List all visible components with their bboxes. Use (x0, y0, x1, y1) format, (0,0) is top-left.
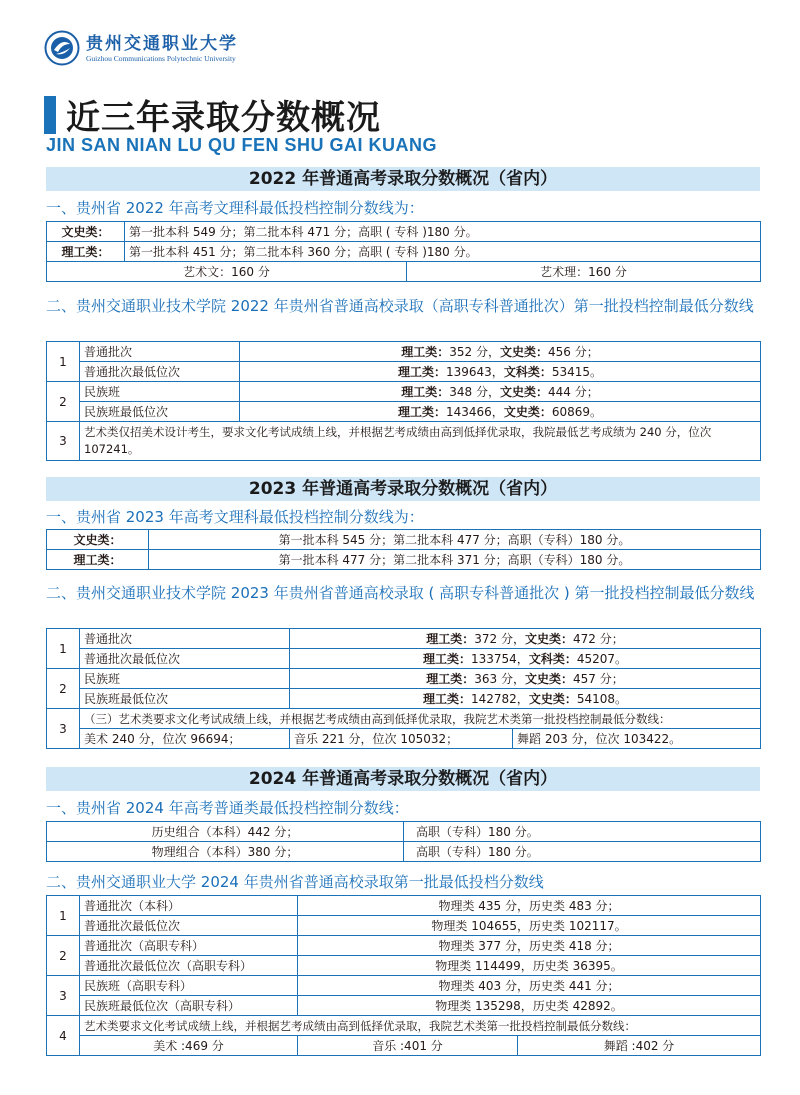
row-number: 1 (47, 896, 80, 936)
row-value: 理工类：363 分，文史类：457 分； (290, 669, 761, 689)
table-row (47, 1036, 761, 1056)
logo-english-name: Guizhou Communications Polytechnic University (86, 53, 236, 63)
row-item: 普通批次 (80, 629, 290, 649)
art-score-wudao: 舞蹈 203 分，位次 103422。 (513, 729, 761, 749)
row-item: 普通批次最低位次 (80, 649, 290, 669)
table-row (47, 689, 761, 709)
section-2024-heading-1: 一、贵州省 2024 年高考普通类最低投档控制分数线： (46, 799, 409, 817)
section-2023-heading-1: 一、贵州省 2023 年高考文理科最低投档控制分数线为： (46, 508, 424, 526)
row-value: 理工类：142782，文史类：54108。 (290, 689, 761, 709)
table-row (47, 976, 761, 996)
table-2024-college-lines (46, 895, 761, 1056)
art-wen-score: 艺术文：160 分 (47, 262, 407, 282)
row-item: 普通批次（本科） (80, 896, 298, 916)
section-2023-heading-2: 二、贵州交通职业技术学院 2023 年贵州省普通高校录取 ( 高职专科普通批次 ) 第一批投档控制最低分数线 (46, 584, 755, 602)
row-value: 理工类：133754，文科类：45207。 (290, 649, 761, 669)
art-score-meishu: 美术 :469 分 (80, 1036, 298, 1056)
table-2023-province-lines (46, 529, 761, 570)
section-2024-heading-2: 二、贵州交通职业大学 2024 年贵州省普通高校录取第一批最低投档分数线 (46, 873, 544, 891)
table-row (47, 709, 761, 729)
row-value: 物理类 435 分，历史类 483 分； (298, 896, 761, 916)
row-number: 2 (47, 382, 80, 422)
table-row (47, 842, 761, 862)
table-row (47, 362, 761, 382)
table-2022-province-lines (46, 221, 761, 282)
row-number: 1 (47, 629, 80, 669)
table-row (47, 402, 761, 422)
table-row (47, 996, 761, 1016)
row-value: 物理类 135298，历史类 42892。 (298, 996, 761, 1016)
table-row (47, 916, 761, 936)
table-2022-college-lines (46, 341, 761, 461)
row-number: 4 (47, 1016, 80, 1056)
row-label: 文史类： (47, 222, 125, 242)
row-label: 理工类： (47, 242, 125, 262)
table-row (47, 629, 761, 649)
university-emblem-icon (44, 30, 80, 66)
table-row (47, 936, 761, 956)
page-subtitle: JIN SAN NIAN LU QU FEN SHU GAI KUANG (46, 135, 438, 155)
row-value: 物理类 377 分，历史类 418 分； (298, 936, 761, 956)
history-combo-score: 历史组合（本科）442 分； (47, 822, 404, 842)
table-row (47, 422, 761, 461)
table-row (47, 822, 761, 842)
table-2023-college-lines (46, 628, 761, 749)
art-score-meishu: 美术 240 分，位次 96694； (80, 729, 290, 749)
row-item: 民族班最低位次 (80, 689, 290, 709)
title-accent-bar (44, 96, 56, 134)
table-row (47, 896, 761, 916)
physics-combo-score: 物理组合（本科）380 分； (47, 842, 404, 862)
row-value: 理工类：348 分，文史类：444 分； (240, 382, 761, 402)
table-row (47, 649, 761, 669)
section-2024-band: 2024 年普通高考录取分数概况（省内） (46, 767, 760, 791)
row-value: 第一批本科 545 分；第二批本科 477 分；高职（专科）180 分。 (149, 530, 761, 550)
art-note: （三）艺术类要求文化考试成绩上线，并根据艺考成绩由高到低择优录取，我院艺术类第一批投档控制最低分数线： (80, 709, 761, 729)
row-number: 3 (47, 709, 80, 749)
row-number: 2 (47, 936, 80, 976)
table-2024-province-lines (46, 821, 761, 862)
row-item: 民族班（高职专科） (80, 976, 298, 996)
row-value: 第一批本科 451 分；第二批本科 360 分；高职 ( 专科 )180 分。 (125, 242, 761, 262)
university-logo (44, 30, 238, 66)
row-item: 民族班最低位次（高职专科） (80, 996, 298, 1016)
logo-chinese-name: 贵州交通职业大学 (86, 33, 238, 54)
table-row (47, 342, 761, 362)
art-score-wudao: 舞蹈 :402 分 (518, 1036, 761, 1056)
row-value: 第一批本科 549 分；第二批本科 471 分；高职 ( 专科 )180 分。 (125, 222, 761, 242)
row-value: 理工类：139643，文科类：53415。 (240, 362, 761, 382)
page-title: 近三年录取分数概况 (66, 98, 381, 138)
row-label: 理工类： (47, 550, 149, 570)
vocational-score: 高职（专科）180 分。 (404, 822, 761, 842)
section-2022-heading-2: 二、贵州交通职业技术学院 2022 年贵州省普通高校录取（高职专科普通批次）第一批投档控制最低分数线 (46, 297, 754, 315)
table-row (47, 669, 761, 689)
row-item: 普通批次 (80, 342, 240, 362)
section-2023-band: 2023 年普通高考录取分数概况（省内） (46, 477, 760, 501)
row-value: 物理类 104655，历史类 102117。 (298, 916, 761, 936)
row-item: 普通批次最低位次 (80, 362, 240, 382)
art-li-score: 艺术理：160 分 (407, 262, 761, 282)
row-label: 文史类： (47, 530, 149, 550)
art-score-yinyue: 音乐 221 分，位次 105032； (290, 729, 513, 749)
row-number: 1 (47, 342, 80, 382)
row-item: 普通批次最低位次 (80, 916, 298, 936)
section-2022-band: 2022 年普通高考录取分数概况（省内） (46, 167, 760, 191)
row-item: 民族班 (80, 382, 240, 402)
row-value: 理工类：352 分，文史类：456 分； (240, 342, 761, 362)
row-value: 理工类：143466，文史类：60869。 (240, 402, 761, 422)
art-note: 艺术类要求文化考试成绩上线，并根据艺考成绩由高到低择优录取，我院艺术类第一批投档控制最低分数线： (80, 1016, 761, 1036)
page-title-block (44, 90, 381, 139)
art-note: 艺术类仅招美术设计考生，要求文化考试成绩上线，并根据艺考成绩由高到低择优录取，我院最低艺考成绩为 240 分，位次 107241。 (80, 422, 761, 461)
row-number: 2 (47, 669, 80, 709)
section-2022-heading-1: 一、贵州省 2022 年高考文理科最低投档控制分数线为： (46, 199, 424, 217)
table-row (47, 550, 761, 570)
row-number: 3 (47, 976, 80, 1016)
table-row (47, 530, 761, 550)
art-score-yinyue: 音乐 :401 分 (298, 1036, 518, 1056)
row-value: 物理类 403 分，历史类 441 分； (298, 976, 761, 996)
row-item: 普通批次（高职专科） (80, 936, 298, 956)
row-value: 物理类 114499，历史类 36395。 (298, 956, 761, 976)
table-row (47, 1016, 761, 1036)
table-row (47, 262, 761, 282)
row-value: 第一批本科 477 分；第二批本科 371 分；高职（专科）180 分。 (149, 550, 761, 570)
row-value: 理工类：372 分，文史类：472 分； (290, 629, 761, 649)
row-item: 民族班 (80, 669, 290, 689)
row-number: 3 (47, 422, 80, 461)
row-item: 民族班最低位次 (80, 402, 240, 422)
table-row (47, 729, 761, 749)
vocational-score: 高职（专科）180 分。 (404, 842, 761, 862)
table-row (47, 956, 761, 976)
table-row (47, 222, 761, 242)
row-item: 普通批次最低位次（高职专科） (80, 956, 298, 976)
table-row (47, 382, 761, 402)
table-row (47, 242, 761, 262)
